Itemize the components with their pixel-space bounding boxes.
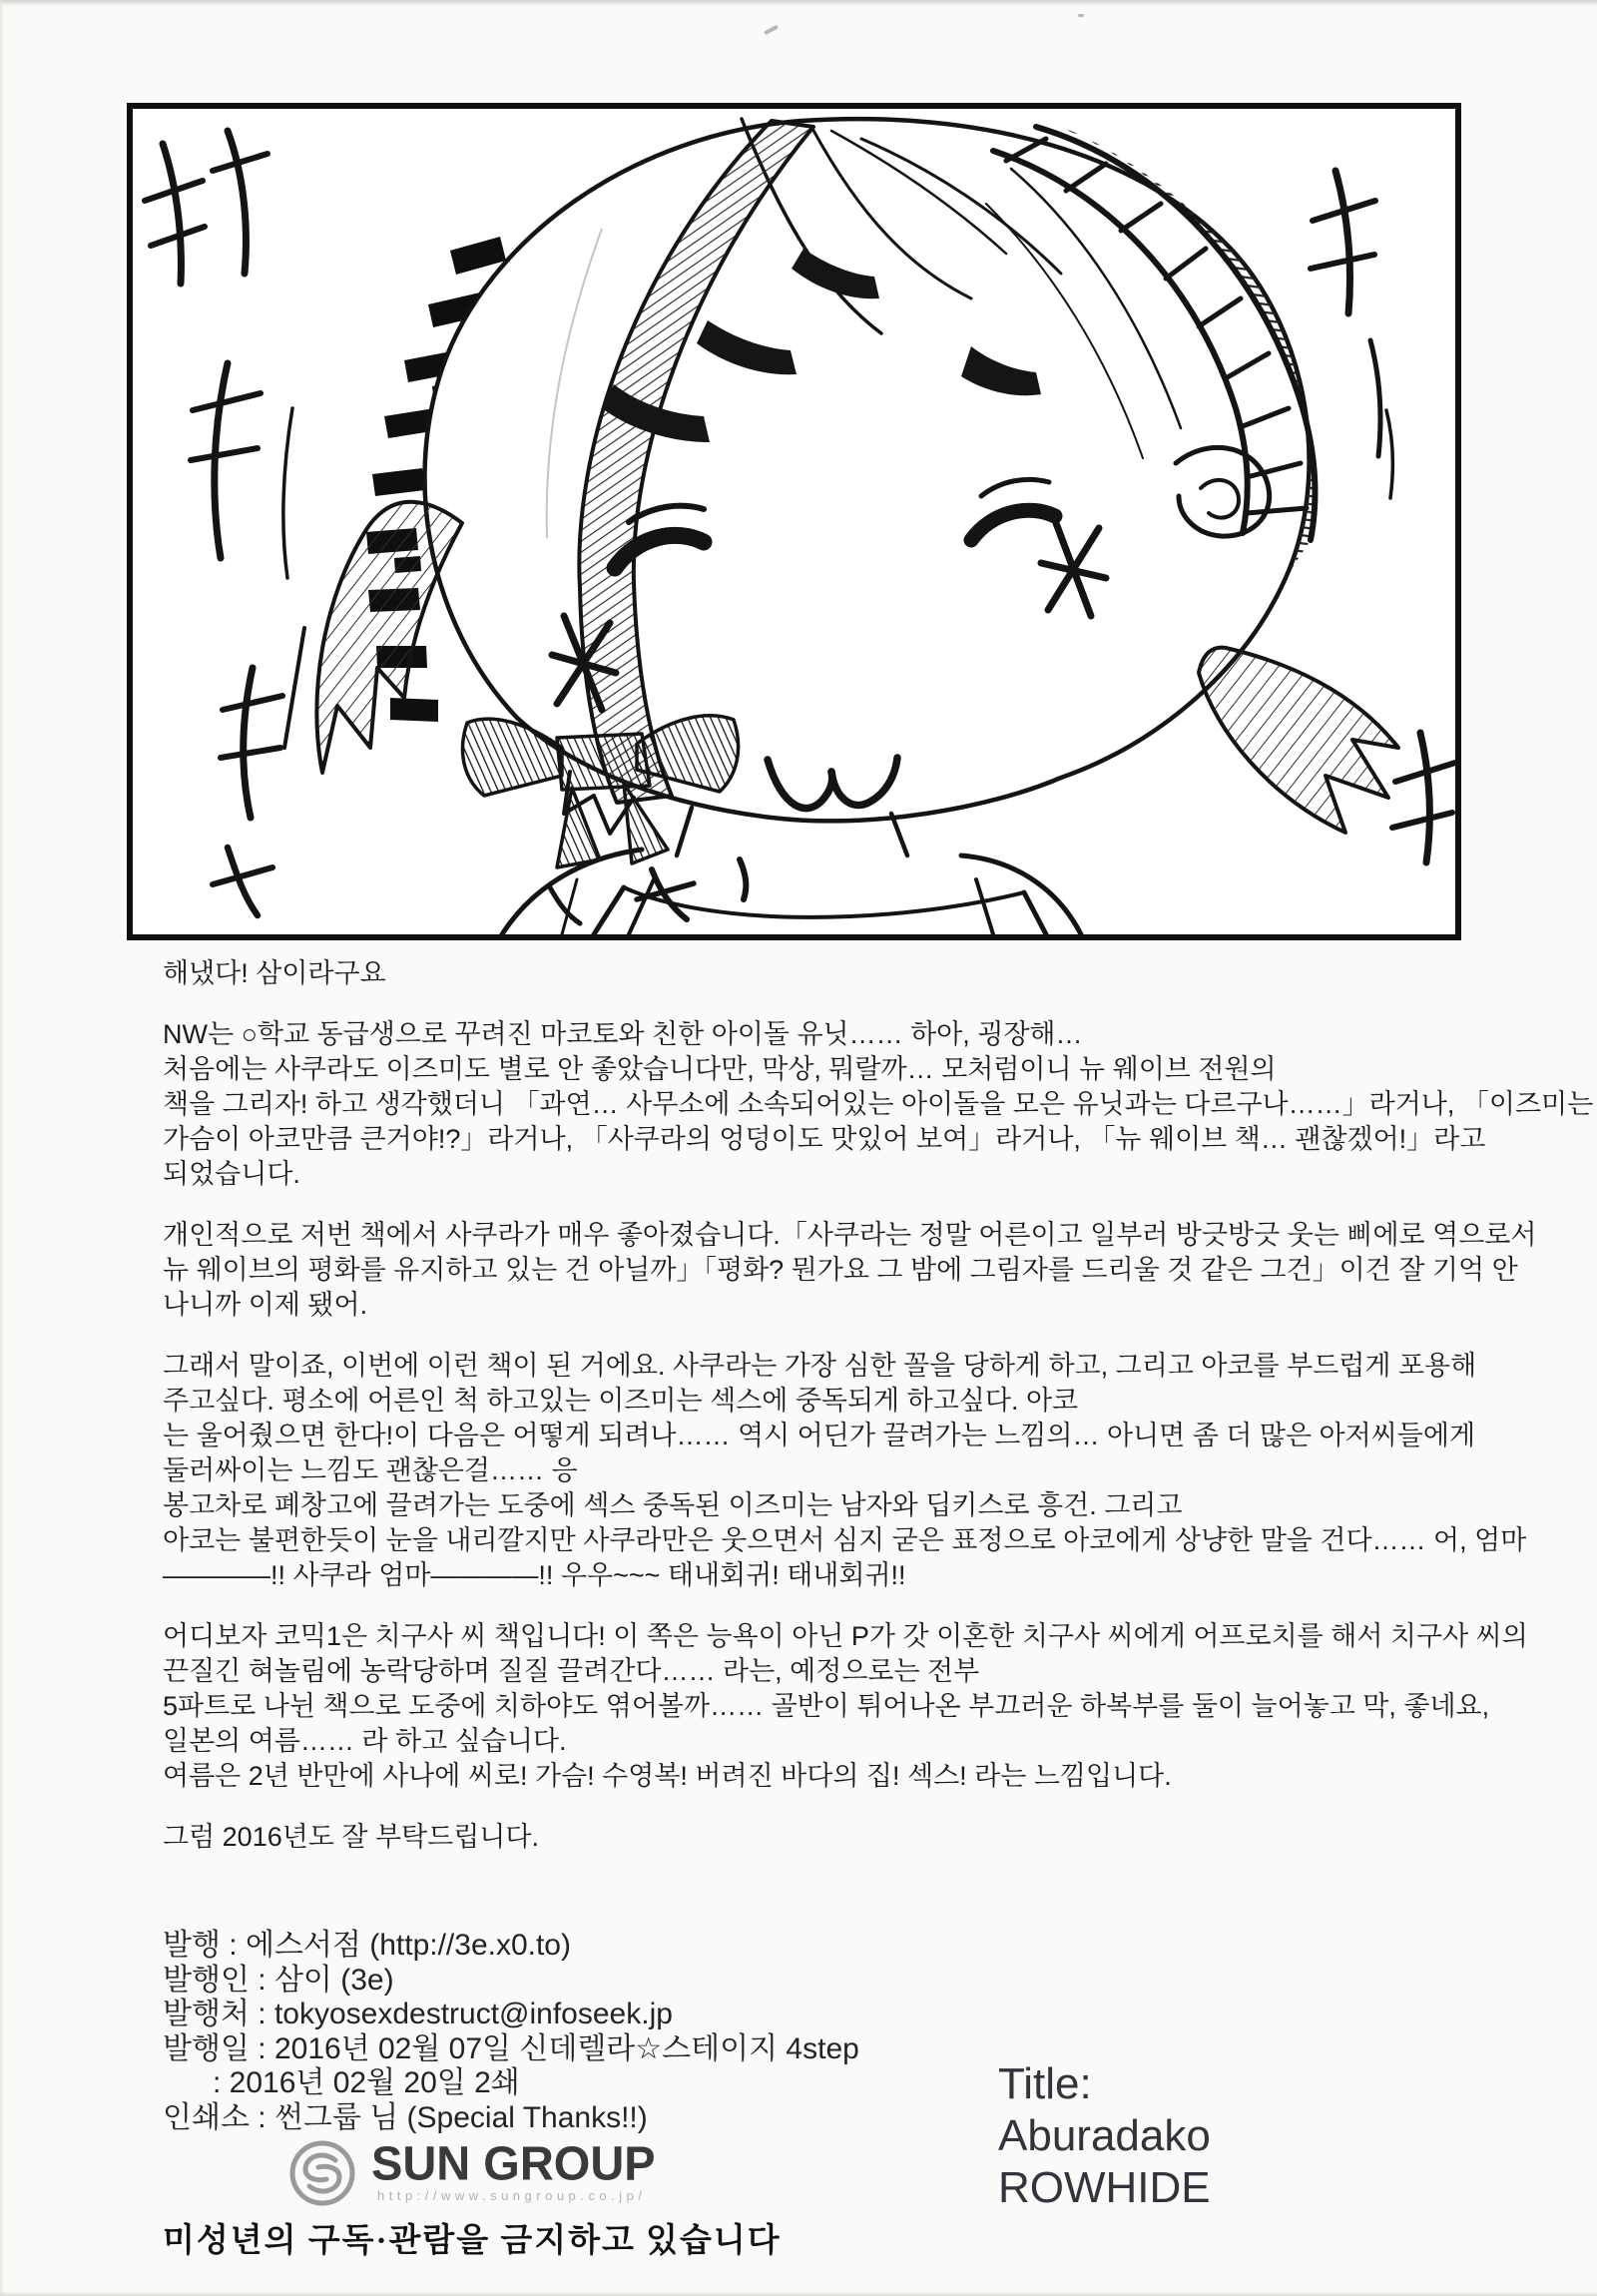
text-line: 아코는 불편한듯이 눈을 내리깔지만 사쿠라만은 웃으면서 심지 굳은 표정으로 아코에게 상냥한 말을 건다…… 어, 엄마 (163, 1525, 1527, 1555)
text-line: 해냈다! 삼이라구요 (163, 958, 386, 988)
scan-speck (764, 25, 779, 36)
afterword-text (163, 956, 1594, 1855)
printer-wordmark (371, 2135, 656, 2203)
paragraph (163, 1619, 1580, 1794)
printer-url-text: http://www.sungroup.co.jp/ (377, 2188, 647, 2203)
text-line: NW는 ○학교 동급생으로 꾸려진 마코토와 친한 아이돌 유닛…… 하아, 굉장해… (163, 1019, 1083, 1049)
text-line: Title: (998, 2059, 1092, 2108)
text-line: 그래서 말이죠, 이번에 이런 책이 된 거에요. 사쿠라는 가장 심한 꼴을 당하게 하고, 그리고 아코를 부드럽게 포용해 (163, 1351, 1477, 1381)
paragraph (163, 1218, 1580, 1323)
text-line: 그럼 2016년도 잘 부탁드립니다. (163, 1822, 539, 1852)
chibi-idol-sketch (133, 109, 1455, 934)
scan-edge-top (0, 0, 1597, 6)
text-line: 발행처 : tokyosexdestruct@infoseek.jp (163, 1998, 673, 2030)
text-line: 봉고차로 폐창고에 끌려가는 도중에 섹스 중독된 이즈미는 남자와 딥키스로 흥건. 그리고 (163, 1490, 1183, 1520)
sun-group-emblem-icon (287, 2138, 357, 2208)
scan-speck (1078, 14, 1084, 17)
paragraph (163, 1349, 1580, 1593)
text-line: 개인적으로 저번 책에서 사쿠라가 매우 좋아졌습니다.「사쿠라는 정말 어른이고 일부러 방긋방긋 웃는 삐에로 역으로서 (163, 1220, 1537, 1250)
scan-edge-left (0, 0, 4, 2296)
text-line: 인쇄소 : 썬그룹 님 (Special Thanks!!) (163, 2100, 648, 2134)
text-line: 일본의 여름…… 라 하고 싶습니다. (163, 1726, 567, 1756)
text-line: 책을 그리자! 하고 생각했더니 「과연… 사무소에 소속되어있는 아이돌을 모은 유닛과는 다르구나……」라거나, 「이즈미는 (163, 1089, 1594, 1119)
printer-logo (287, 2135, 656, 2208)
text-line: 나니까 이제 됐어. (163, 1290, 368, 1320)
printer-brand-text: SUN GROUP (371, 2135, 656, 2190)
paragraph (163, 1017, 1594, 1192)
text-line: 처음에는 사쿠라도 이즈미도 별로 안 좋았습니다만, 막상, 뭐랄까… 모처럼이니 뉴 웨이브 전원의 (163, 1054, 1277, 1084)
text-line: : 2016년 02월 20일 2쇄 (163, 2066, 520, 2099)
text-line: 되었습니다. (163, 1159, 300, 1189)
text-line: 발행일 : 2016년 02월 07일 신데렐라☆스테이지 4step (163, 2031, 859, 2065)
text-line: 발행 : 에스서점 (http://3e.x0.to) (163, 1929, 571, 1962)
colophon (163, 1929, 859, 2135)
text-line: 가슴이 아코만큼 큰거야!?」라거나, 「사쿠라의 엉덩이도 맛있어 보여」라거나, 「뉴 웨이브 책… 괜찮겠어!」라고 (163, 1124, 1486, 1154)
text-line: 5파트로 나뉜 책으로 도중에 치하야도 엮어볼까…… 골반이 튀어나온 부끄러운 하복부를 둘이 늘어놓고 막, 좋네요, (163, 1691, 1490, 1721)
text-line: ROWHIDE (998, 2163, 1211, 2212)
text-line: 둘러싸이는 느낌도 괜찮은걸…… 응 (163, 1455, 578, 1485)
text-line: 는 울어줬으면 한다!이 다음은 어떻게 되려나…… 역시 어딘가 끌려가는 느낌의… 아니면 좀 더 많은 아저씨들에게 (163, 1421, 1476, 1450)
text-line: 어디보자 코믹1은 치구사 씨 책입니다! 이 쪽은 능욕이 아닌 P가 갓 이혼한 치구사 씨에게 어프로치를 해서 치구사 씨의 (163, 1621, 1528, 1651)
age-notice: 미성년의 구독·관람을 금지하고 있습니다 (163, 2223, 782, 2259)
text-line: 주고싶다. 평소에 어른인 척 하고있는 이즈미는 섹스에 중독되게 하고싶다. 아코 (163, 1386, 1079, 1416)
scan-edge-bottom (0, 2291, 1597, 2296)
text-line: 발행인 : 삼이 (3e) (163, 1963, 394, 1997)
text-line: ————!! 사쿠라 엄마————!! 우우~~~ 태내회귀! 태내회귀!! (163, 1560, 906, 1590)
text-line: 끈질긴 혀놀림에 농락당하며 질질 끌려간다…… 라는, 예정으로는 전부 (163, 1656, 980, 1686)
title-block (998, 2058, 1211, 2214)
paragraph (163, 1820, 1580, 1855)
text-line: 뉴 웨이브의 평화를 유지하고 있는 건 아닐까」「평화? 뭔가요 그 밤에 그림자를 드리울 것 같은 그건」이건 잘 기억 안 (163, 1255, 1518, 1285)
illustration-panel (127, 103, 1461, 940)
paragraph (163, 956, 1580, 991)
text-line: Aburadako (998, 2111, 1211, 2160)
text-line: 여름은 2년 반만에 사나에 씨로! 가슴! 수영복! 버려진 바다의 집! 섹스! 라는 느낌입니다. (163, 1761, 1172, 1791)
